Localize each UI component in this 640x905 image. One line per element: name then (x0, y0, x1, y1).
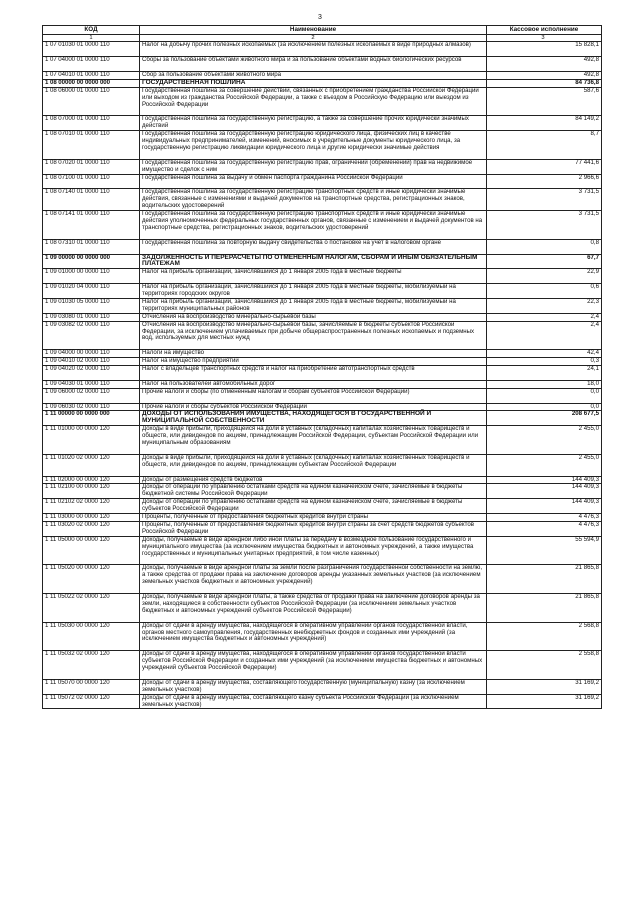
row-name: Доходы от сдачи в аренду имущества, находящегося в оперативном управлении органов государственной власти, органов местного самоуправления, государственных внебюджетных фондов и созданных ими учреждений (за исключением имущества бюджетных и автономных учреждений) (140, 622, 487, 651)
row-name: Налог на прибыль организаций, зачислявшийся до 1 января 2005 года в местные бюджеты, мобилизуемый на территориях муниципальных районов (140, 298, 487, 313)
row-name: Прочие налоги и сборы субъектов Российской Федерации (140, 403, 487, 411)
row-code: 1 11 05032 02 0000 120 (43, 651, 140, 680)
row-name: Доходы от сдачи в аренду имущества, составляющего государственную (муниципальную) казну (за исключением земельных участков) (140, 679, 487, 694)
table-row (43, 411, 602, 426)
row-name: Проценты, полученные от предоставления бюджетных кредитов внутри страны за счет средств бюджетов субъектов Российской Федерации (140, 522, 487, 537)
row-amount: 15 828,1 (487, 42, 602, 57)
row-code: 1 09 04020 02 0000 110 (43, 366, 140, 381)
table-row (43, 313, 602, 321)
row-amount: 84 736,8 (487, 79, 602, 87)
row-name: Государственная пошлина за выдачу и обмен паспорта гражданина Российской Федерации (140, 174, 487, 189)
row-name: Доходы в виде прибыли, приходящейся на доли в уставных (складочных) капиталах хозяйственных товариществ и обществ, или дивидендов по акциям, принадлежащим субъектам Российской Федерации (140, 454, 487, 476)
row-code: 1 08 07140 01 0000 110 (43, 189, 140, 211)
row-name: Налог на имущество предприятий (140, 358, 487, 366)
row-code: 1 11 03020 02 0000 120 (43, 522, 140, 537)
table-row (43, 211, 602, 240)
column-number-3: 3 (487, 35, 602, 42)
row-amount: 24,1 (487, 366, 602, 381)
row-code: 1 09 01030 05 0000 110 (43, 298, 140, 313)
row-amount: 0,3 (487, 358, 602, 366)
row-amount: 492,8 (487, 57, 602, 72)
row-code: 1 11 00000 00 0000 000 (43, 411, 140, 426)
row-amount: 8,7 (487, 131, 602, 160)
row-name: Проценты, полученные от предоставления бюджетных кредитов внутри страны (140, 514, 487, 522)
row-amount: 22,3 (487, 298, 602, 313)
row-name: Доходы, получаемые в виде арендной платы за земли после разграничения государственной собственности на землю, а также средства от продажи права на заключение договоров аренды указанных земельных участков (за исключением земельных участков бюджетных и автономных учреждений) (140, 565, 487, 594)
row-amount: 144 409,3 (487, 484, 602, 499)
row-amount: 42,4 (487, 350, 602, 358)
row-code: 1 11 05070 00 0000 120 (43, 679, 140, 694)
row-code: 1 07 04010 01 0000 110 (43, 72, 140, 80)
row-name: Налог на прибыль организаций, зачислявшийся до 1 января 2005 года в местные бюджеты, мобилизуемый на территориях городских округов (140, 284, 487, 299)
row-code: 1 08 07141 01 0000 110 (43, 211, 140, 240)
row-amount: 21 865,8 (487, 565, 602, 594)
table-row (43, 679, 602, 694)
table-row (43, 350, 602, 358)
column-number-1: 1 (43, 35, 140, 42)
row-name: Сбор за пользование объектами животного мира (140, 72, 487, 80)
table-row (43, 284, 602, 299)
header-amount: Кассовое исполнение (487, 26, 602, 35)
row-name: Налог на прибыль организаций, зачислявшийся до 1 января 2005 года в местные бюджеты (140, 269, 487, 284)
table-row (43, 254, 602, 269)
row-name: Государственная пошлина за совершение действий, связанных с приобретением гражданства Российской Федерации или выходом из гражданства Российской Федерации, а также с въездом в Российскую Федерацию или выездом из Российской Федерации (140, 87, 487, 116)
table-row (43, 651, 602, 680)
row-name: Налог с владельцев транспортных средств и налог на приобретение автотранспортных средств (140, 366, 487, 381)
row-name: Доходы в виде прибыли, приходящейся на доли в уставных (складочных) капиталах хозяйственных товариществ и обществ, или дивидендов по акциям, принадлежащим Российской Федерации, субъектам Российской Федерации или муниципальным образованиям (140, 426, 487, 455)
row-name: ДОХОДЫ ОТ ИСПОЛЬЗОВАНИЯ ИМУЩЕСТВА, НАХОДЯЩЕГОСЯ В ГОСУДАРСТВЕННОЙ И МУНИЦИПАЛЬНОЙ СОБСТВЕННОСТИ (140, 411, 487, 426)
table-row (43, 116, 602, 131)
table-row (43, 694, 602, 709)
row-code: 1 11 02000 00 0000 120 (43, 476, 140, 484)
row-amount: 0,0 (487, 388, 602, 403)
table-row (43, 159, 602, 174)
row-amount: 4 476,3 (487, 514, 602, 522)
revenue-table (42, 25, 602, 709)
table-row (43, 72, 602, 80)
row-amount: 144 409,3 (487, 476, 602, 484)
row-code: 1 11 01000 00 0000 120 (43, 426, 140, 455)
row-name: Доходы от размещения средств бюджетов (140, 476, 487, 484)
row-name: Сборы за пользование объектами животного мира и за пользование объектами водных биологических ресурсов (140, 57, 487, 72)
row-code: 1 08 07310 01 0000 110 (43, 239, 140, 254)
row-name: Государственная пошлина за государственную регистрацию транспортных средств и иные юридически значимые действия, связанные с изменениями и выдачей документов на транспортные средства, регистрационных знаков, водительских удостоверений (140, 189, 487, 211)
row-name: Доходы от операций по управлению остатками средств на едином казначейском счете, зачисляемые в бюджеты субъектов Российской Федерации (140, 499, 487, 514)
row-amount: 67,7 (487, 254, 602, 269)
page-number: 3 (318, 14, 322, 21)
row-code: 1 09 03082 02 0000 110 (43, 321, 140, 350)
row-amount: 21 865,8 (487, 594, 602, 623)
row-name: ЗАДОЛЖЕННОСТЬ И ПЕРЕРАСЧЕТЫ ПО ОТМЕНЕННЫМ НАЛОГАМ, СБОРАМ И ИНЫМ ОБЯЗАТЕЛЬНЫМ ПЛАТЕЖАМ (140, 254, 487, 269)
table-row (43, 454, 602, 476)
row-code: 1 08 07020 01 0000 110 (43, 159, 140, 174)
row-code: 1 07 04000 01 0000 110 (43, 57, 140, 72)
row-code: 1 09 04000 00 0000 110 (43, 350, 140, 358)
row-amount: 208 677,5 (487, 411, 602, 426)
row-code: 1 11 05020 00 0000 120 (43, 565, 140, 594)
table-row (43, 499, 602, 514)
row-amount: 0,6 (487, 284, 602, 299)
row-amount: 84 149,2 (487, 116, 602, 131)
row-code: 1 09 03080 01 0000 110 (43, 313, 140, 321)
table-row (43, 622, 602, 651)
row-name: Государственная пошлина за государственную регистрацию транспортных средств и иные юридически значимые действия уполномоченных федеральных государственных органов, связанные с изменением и выдачей документов на транспортные средства, регистрационных знаков, водительских удостоверений (140, 211, 487, 240)
row-code: 1 11 05022 02 0000 120 (43, 594, 140, 623)
row-code: 1 09 01020 04 0000 110 (43, 284, 140, 299)
row-amount: 31 169,2 (487, 679, 602, 694)
row-code: 1 09 04030 01 0000 110 (43, 380, 140, 388)
row-code: 1 09 04010 02 0000 110 (43, 358, 140, 366)
header-code: КОД (43, 26, 140, 35)
row-code: 1 09 06000 02 0000 110 (43, 388, 140, 403)
row-amount: 587,6 (487, 87, 602, 116)
row-amount: 2 966,6 (487, 174, 602, 189)
column-number-2: 2 (140, 35, 487, 42)
row-code: 1 09 00000 00 0000 000 (43, 254, 140, 269)
row-amount: 3 731,5 (487, 211, 602, 240)
row-amount: 2 455,0 (487, 454, 602, 476)
table-row (43, 87, 602, 116)
row-amount: 2 558,8 (487, 651, 602, 680)
row-amount: 0,8 (487, 239, 602, 254)
row-amount: 492,8 (487, 72, 602, 80)
table-row (43, 57, 602, 72)
row-name: Налог на добычу прочих полезных ископаемых (за исключением полезных ископаемых в виде природных алмазов) (140, 42, 487, 57)
row-code: 1 08 00000 00 0000 000 (43, 79, 140, 87)
table-row (43, 42, 602, 57)
table-row (43, 388, 602, 403)
row-name: Государственная пошлина за государственную регистрацию, а также за совершение прочих юридически значимых действий (140, 116, 487, 131)
table-row (43, 174, 602, 189)
row-name: Доходы от сдачи в аренду имущества, составляющего казну субъекта Российской Федерации (за исключением земельных участков) (140, 694, 487, 709)
table-row (43, 321, 602, 350)
table-row (43, 426, 602, 455)
table-header-row (43, 26, 602, 35)
table-row (43, 522, 602, 537)
row-code: 1 08 06000 01 0000 110 (43, 87, 140, 116)
row-name: Государственная пошлина за повторную выдачу свидетельства о постановке на учет в налоговом органе (140, 239, 487, 254)
row-amount: 55 594,9 (487, 536, 602, 565)
row-code: 1 08 07000 01 0000 110 (43, 116, 140, 131)
row-name: Государственная пошлина за государственную регистрацию юридического лица, физических лиц в качестве индивидуальных предпринимателей, изменений, вносимых в учредительные документы юридического лица, за государственную регистрацию ликвидации юридического лица и другие юридически значимые действия (140, 131, 487, 160)
table-row (43, 298, 602, 313)
row-code: 1 08 07100 01 0000 110 (43, 174, 140, 189)
row-code: 1 11 01020 02 0000 120 (43, 454, 140, 476)
row-amount: 144 409,3 (487, 499, 602, 514)
row-amount: 22,9 (487, 269, 602, 284)
table-row (43, 189, 602, 211)
table-row (43, 239, 602, 254)
table-row (43, 565, 602, 594)
row-code: 1 07 01030 01 0000 110 (43, 42, 140, 57)
row-name: ГОСУДАРСТВЕННАЯ ПОШЛИНА (140, 79, 487, 87)
row-name: Доходы, получаемые в виде арендной платы, а также средства от продажи права на заключение договоров аренды за земли, находящиеся в собственности субъектов Российской Федерации (за исключением земельных участков бюджетных и автономных учреждений субъектов Российской Федерации) (140, 594, 487, 623)
row-name: Доходы от операций по управлению остатками средств на едином казначейском счете, зачисляемые в бюджеты бюджетной системы Российской Федерации (140, 484, 487, 499)
row-code: 1 11 05072 02 0000 120 (43, 694, 140, 709)
row-amount: 18,0 (487, 380, 602, 388)
table-row (43, 366, 602, 381)
row-amount: 2,4 (487, 321, 602, 350)
row-name: Налоги на имущество (140, 350, 487, 358)
row-name: Доходы от сдачи в аренду имущества, находящегося в оперативном управлении органов государственной власти субъектов Российской Федерации и созданных ими учреждений (за исключением имущества бюджетных и автономных учреждений субъектов Российской Федерации) (140, 651, 487, 680)
row-amount: 0,0 (487, 403, 602, 411)
row-amount: 2,4 (487, 313, 602, 321)
row-code: 1 09 06030 02 0000 110 (43, 403, 140, 411)
row-name: Налог на пользователей автомобильных дорог (140, 380, 487, 388)
table-row (43, 269, 602, 284)
row-name: Отчисления на воспроизводство минерально-сырьевой базы, зачисляемые в бюджеты субъектов Российской Федерации, за исключением уплачиваемых при добыче общераспространенных полезных ископаемых и подземных вод, используемых для местных нужд (140, 321, 487, 350)
row-code: 1 11 03000 00 0000 120 (43, 514, 140, 522)
row-name: Отчисления на воспроизводство минерально-сырьевой базы (140, 313, 487, 321)
row-name: Прочие налоги и сборы (по отмененным налогам и сборам субъектов Российской Федерации) (140, 388, 487, 403)
row-code: 1 11 05030 00 0000 120 (43, 622, 140, 651)
row-amount: 3 731,5 (487, 189, 602, 211)
row-amount: 31 169,2 (487, 694, 602, 709)
header-name: Наименование (140, 26, 487, 35)
row-code: 1 08 07010 01 0000 110 (43, 131, 140, 160)
table-row (43, 594, 602, 623)
row-code: 1 09 01000 00 0000 110 (43, 269, 140, 284)
row-amount: 2 568,8 (487, 622, 602, 651)
row-code: 1 11 02102 02 0000 120 (43, 499, 140, 514)
row-amount: 2 455,0 (487, 426, 602, 455)
table-row (43, 536, 602, 565)
row-code: 1 11 02100 00 0000 120 (43, 484, 140, 499)
row-amount: 77 441,6 (487, 159, 602, 174)
table-row (43, 131, 602, 160)
row-code: 1 11 05000 00 0000 120 (43, 536, 140, 565)
row-name: Государственная пошлина за государственную регистрацию прав, ограничений (обременений) прав на недвижимое имущество и сделок с ним (140, 159, 487, 174)
row-amount: 4 476,3 (487, 522, 602, 537)
row-name: Доходы, получаемые в виде арендной либо иной платы за передачу в возмездное пользование государственного и муниципального имущества (за исключением имущества бюджетных и автономных учреждений, а также имущества государственных и муниципальных унитарных предприятий, в том числе казенных) (140, 536, 487, 565)
table-row (43, 484, 602, 499)
